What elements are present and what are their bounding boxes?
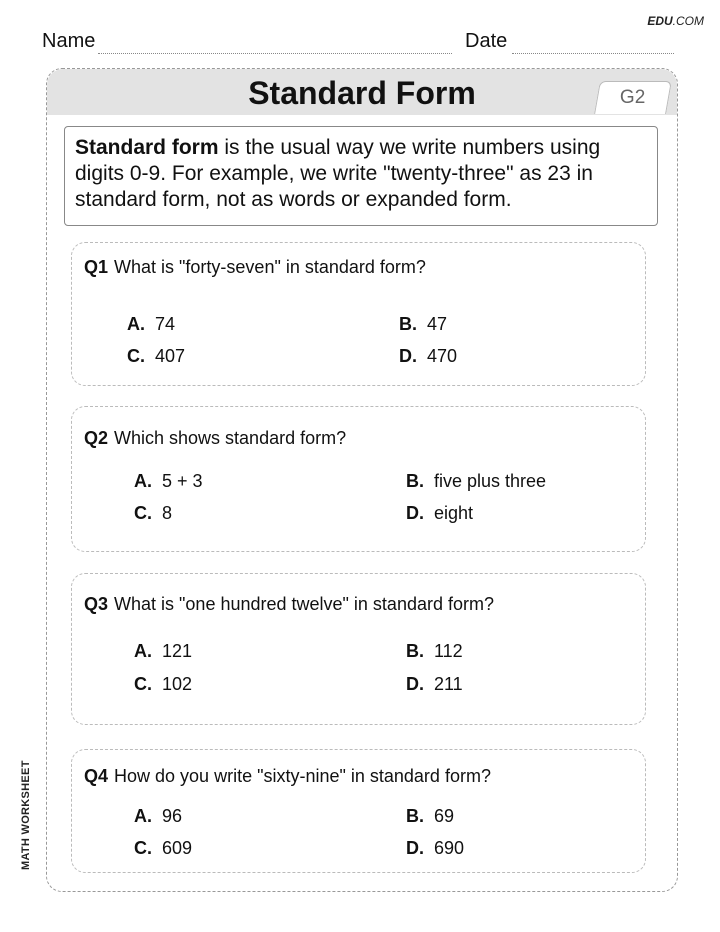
option-letter: D.: [406, 503, 424, 523]
question-text-q2: [84, 428, 346, 449]
question-prompt: What is "one hundred twelve" in standard form?: [114, 594, 494, 614]
option-letter: C.: [134, 838, 152, 858]
question-text-q4: [84, 766, 491, 787]
option-letter: A.: [134, 471, 152, 491]
option-value: five plus three: [434, 471, 547, 491]
option-letter: D.: [406, 674, 424, 694]
option-letter: B.: [406, 806, 424, 826]
option-q4-b[interactable]: [406, 806, 454, 827]
name-line[interactable]: [98, 53, 452, 54]
date-line[interactable]: [512, 53, 674, 54]
option-letter: C.: [134, 503, 152, 523]
page-title: Standard Form: [248, 75, 476, 111]
option-value: 96: [162, 806, 183, 826]
name-label: Name: [42, 30, 96, 52]
question-number: Q3: [84, 594, 109, 614]
question-prompt: How do you write "sixty-nine" in standard form?: [114, 766, 491, 786]
option-value: 211: [434, 674, 463, 694]
option-q2-c[interactable]: [134, 503, 172, 524]
question-card-q3: [71, 573, 646, 725]
option-value: 74: [155, 314, 176, 334]
date-label: Date: [465, 30, 508, 52]
brand-suffix: .COM: [672, 14, 704, 28]
option-letter: A.: [134, 806, 152, 826]
option-value: 5 + 3: [162, 471, 203, 491]
option-letter: C.: [134, 674, 152, 694]
question-text-q1: [84, 257, 426, 278]
option-letter: D.: [406, 838, 424, 858]
question-card-q4: [71, 749, 646, 873]
option-value: 121: [162, 641, 193, 661]
option-value: 470: [427, 346, 458, 366]
question-prompt: What is "forty-seven" in standard form?: [114, 257, 426, 277]
question-prompt: Which shows standard form?: [114, 428, 347, 448]
worksheet-panel: [46, 68, 678, 892]
option-q3-b[interactable]: [406, 641, 463, 662]
option-q4-c[interactable]: [134, 838, 192, 859]
option-q1-a[interactable]: [127, 314, 175, 335]
title-bar: [47, 69, 677, 115]
brand-logo: [647, 14, 704, 28]
question-card-q1: [71, 242, 646, 386]
question-card-q2: [71, 406, 646, 552]
option-q2-b[interactable]: [406, 471, 546, 492]
brand-bold: EDU: [647, 14, 673, 28]
option-q3-c[interactable]: [134, 674, 192, 695]
option-value: 47: [427, 314, 448, 334]
question-number: Q4: [84, 766, 109, 786]
intro-text: is the usual way we write numbers using digits 0-9. For example, we write "twenty-three" as 23 in standard form, not as words or expanded form.: [75, 136, 601, 211]
option-value: 8: [162, 503, 173, 523]
option-value: 112: [434, 641, 463, 661]
question-number: Q1: [84, 257, 109, 277]
intro-box: [64, 126, 658, 226]
option-value: 69: [434, 806, 455, 826]
option-letter: D.: [399, 346, 417, 366]
option-letter: B.: [406, 641, 424, 661]
option-letter: C.: [127, 346, 145, 366]
option-q3-a[interactable]: [134, 641, 192, 662]
option-value: 609: [162, 838, 193, 858]
option-q3-d[interactable]: [406, 674, 463, 695]
option-q1-c[interactable]: [127, 346, 185, 367]
option-letter: B.: [399, 314, 417, 334]
option-q1-d[interactable]: [399, 346, 457, 367]
option-letter: B.: [406, 471, 424, 491]
option-letter: A.: [134, 641, 152, 661]
grade-badge: [594, 81, 672, 114]
option-q2-a[interactable]: [134, 471, 203, 492]
option-q4-a[interactable]: [134, 806, 182, 827]
question-text-q3: [84, 594, 494, 615]
grade-label: G2: [620, 87, 646, 108]
question-number: Q2: [84, 428, 109, 448]
option-value: 690: [434, 838, 465, 858]
side-label: MATH WORKSHEET: [20, 760, 32, 870]
option-q1-b[interactable]: [399, 314, 447, 335]
option-value: eight: [434, 503, 474, 523]
option-q4-d[interactable]: [406, 838, 464, 859]
option-letter: A.: [127, 314, 145, 334]
option-value: 102: [162, 674, 193, 694]
option-value: 407: [155, 346, 186, 366]
intro-term: Standard form: [75, 136, 219, 159]
option-q2-d[interactable]: [406, 503, 473, 524]
